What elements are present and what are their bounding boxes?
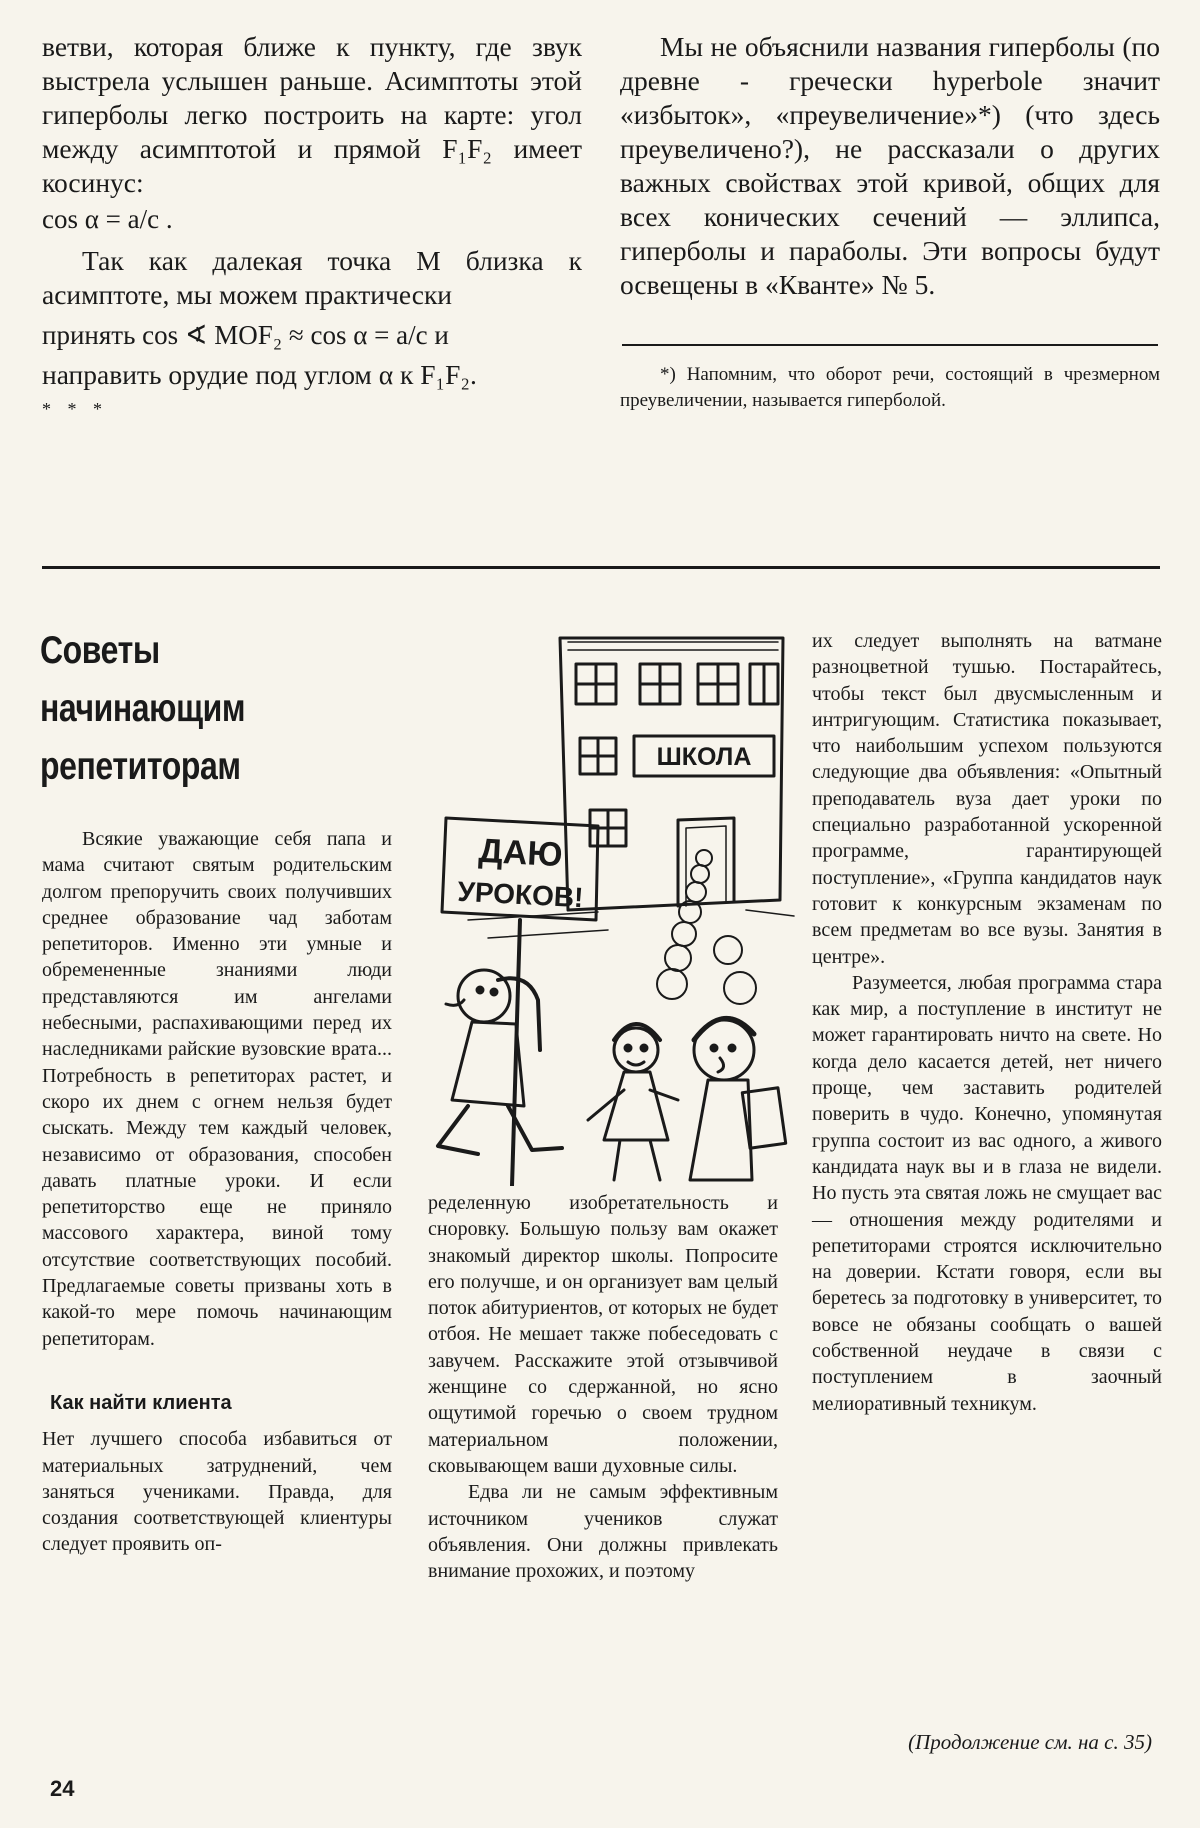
top-right-column <box>620 30 1160 302</box>
top-left-paragraph-2: Так как далекая точка M близка к асимптоте, мы можем практически <box>42 245 582 310</box>
article-col2-paragraph-1: ределенную изобретательность и сноровку. Большую пользу вам окажет знакомый директор школы. Попросите его получше, и он организует вам целый поток абитуриентов, от которых не будет отбоя. Не мешает также побеседовать с завучем. Расскажите этой отзывчивой женщине со сдержанной, но ясно ощутимой горечью о своем трудном материальном положении, сковывающем ваши духовные силы. <box>428 1192 778 1477</box>
article-column-2 <box>428 1190 778 1584</box>
formula-cos-alpha: cos α = a/c . <box>42 204 173 234</box>
windows-row-1 <box>576 664 778 704</box>
page-number: 24 <box>50 1776 75 1801</box>
placard-text-line-2: УРОКОВ! <box>456 875 585 914</box>
footnote-rule <box>622 344 1158 346</box>
article-column-1 <box>42 826 392 1558</box>
footnote-text: *) Напомним, что оборот речи, состоящий в чрезмерном преувеличении, называется гиперболой. <box>620 364 1160 411</box>
article-col3-paragraph-1: их следует выполнять на ватмане разноцветной тушью. Постарайтесь, чтобы текст был двусмысленным и интригующим. Статистика показывает, что наибольшим успехом пользуются следующие два объявления: «Опытный преподаватель вуза дает уроки по специально разработанной ускоренной программе, гарантирующей поступление», «Группа кандидатов наук готовит к конкурсным экзаменам по всем предметам во все вузы. Занятия в центре». <box>812 630 1162 968</box>
article-title-line-2: начинающим <box>40 687 246 730</box>
section-divider <box>42 566 1160 569</box>
article-title-line-3: репетиторам <box>40 745 241 788</box>
article-title-line-1: Советы <box>40 629 160 672</box>
girl-figure <box>588 1024 678 1180</box>
top-right-paragraph-1: Мы не объяснили названия гиперболы (по древне - гречески hyperbole значит «избыток», «преувеличение»*) (что здесь преувеличено?), не рассказали о других важных свойствах этой кривой, общих для всех конических сечений — эллипса, гиперболы и параболы. Эти вопросы будут освещены в «Кванте» № 5. <box>620 31 1160 300</box>
ground-lines <box>468 910 794 938</box>
cartoon-illustration <box>428 620 798 1186</box>
top-left-paragraph-1: ветви, которая ближе к пункту, где звук выстрела услышен раньше. Асимптоты этой гиперболы легко построить на карте: угол между асимптотой и прямой F₁F₂ имеет косинус: <box>42 31 582 198</box>
queue-of-children <box>657 850 756 1004</box>
article-col1-paragraph-2: Нет лучшего способа избавиться от материальных затруднений, чем заняться учениками. Правда, для создания соответствующей клиентуры следует проявить оп- <box>42 1428 392 1556</box>
walking-kid <box>438 970 562 1154</box>
article-title <box>40 622 440 796</box>
article-column-3 <box>812 628 1162 1417</box>
subhead-find-client: Как найти клиента <box>50 1391 232 1414</box>
top-left-paragraph-3: направить орудие под углом α к F₁F₂. <box>42 359 477 390</box>
article-col3-paragraph-2: Разумеется, любая программа стара как мир, а поступление в институт не может гарантировать ничто на свете. Но когда дело касается детей, нет ничего проще, чем заставить родителей поверить в чудо. Конечно, упомянутая группа состоит из вас одного, а живого кандидата наук вы и в глаза не видели. Но пусть эта святая ложь не смущает вас — отношения между родителями и репетиторами строятся исключительно на доверии. Кстати говоря, если вы беретесь за подготовку в университет, то вовсе не обязаны сообщать о вашей собственной неудаче в связи с поступлением в заочный мелиоративный техникум. <box>812 971 1163 1415</box>
formula-cos-mof2: принять cos ∢ MOF₂ ≈ cos α = a/c и <box>42 320 449 350</box>
placard-text-line-1: ДАЮ <box>477 831 564 875</box>
section-stars: * * * <box>42 399 108 419</box>
article-col1-paragraph-1: Всякие уважающие себя папа и мама считают святым родительским долгом препоручить своих получивших среднее образование чад заботам репетиторов. Именно эти умные и обремененные знаниями люди представляются им ангелами небесными, распахивающими перед их наследниками райские вузовские врата... Потребность в репетиторах растет, и скоро их днем с огнем нельзя будет сыскать. Между тем каждый человек, независимо от образования, способен давать платные уроки. И если репетиторство еще не приняло массового характера, виной тому отсутствие соответствующих пособий. Предлагаемые советы призваны хоть в какой-то мере помочь начинающим репетиторам. <box>42 828 392 1350</box>
article-col2-paragraph-2: Едва ли не самым эффективным источником учеников служат объявления. Они должны привлекать внимание прохожих, и поэтому <box>428 1481 778 1583</box>
continuation-note: (Продолжение см. на с. 35) <box>908 1730 1152 1754</box>
roof-lines <box>568 642 778 650</box>
footnote <box>620 362 1160 414</box>
top-left-column <box>42 30 582 426</box>
cartoon-svg <box>428 620 798 1186</box>
school-sign-text: ШКОЛА <box>656 743 752 771</box>
boy-with-books <box>690 1018 786 1180</box>
